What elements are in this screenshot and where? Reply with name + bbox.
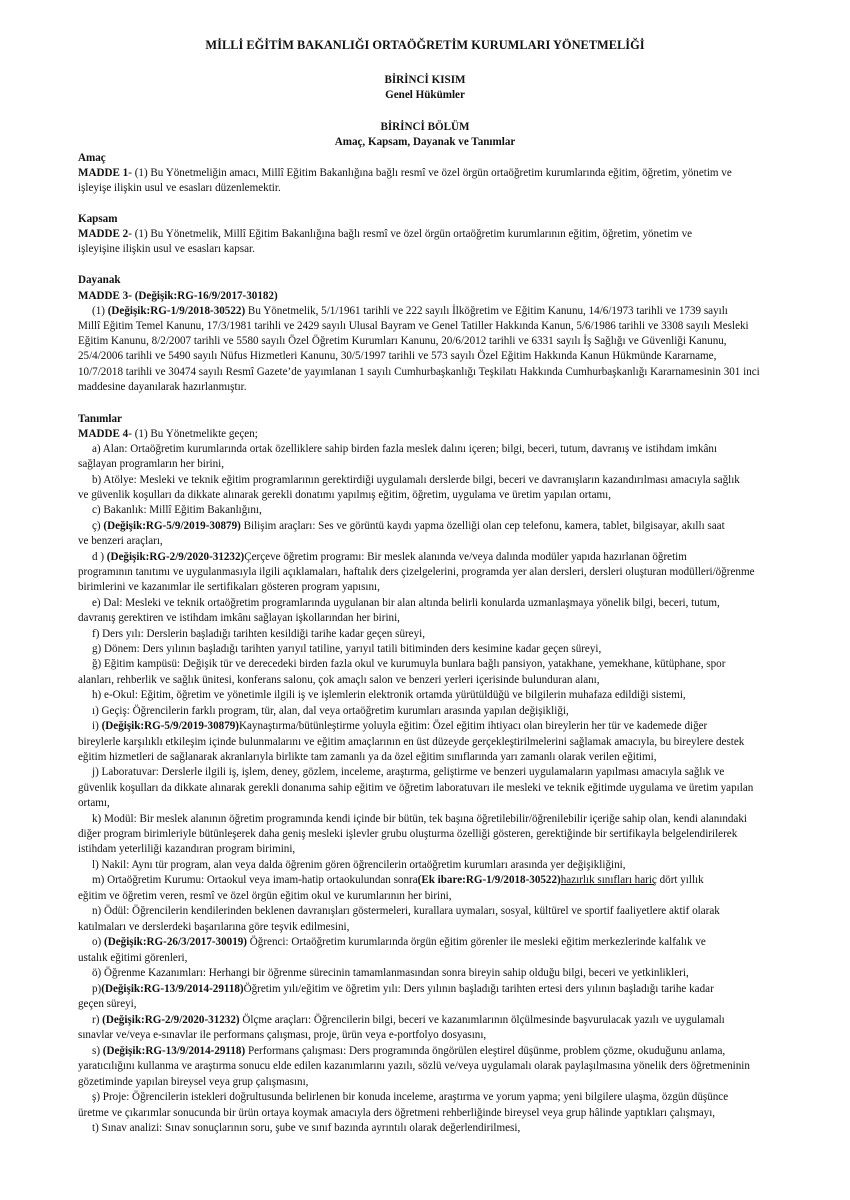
definition-c-line-1: c) Bakanlık: Millî Eğitim Bakanlığını, xyxy=(92,504,262,516)
definition-j-line-1: j) Laboratuvar: Derslerle ilgili iş, işlem, deney, gözlem, inceleme, araştırma, geliştirme ve benzeri uygulamaların yapılması amacıyla sağlık ve xyxy=(92,766,725,778)
article-1-line-1 xyxy=(78,166,732,181)
definition-a-line-1: a) Alan: Ortaöğretim kurumlarında ortak özelliklere sahip birden fazla meslek dalını içeren; bilgi, beceri, tutum, davranış ve istihdam imkânı xyxy=(92,443,718,455)
item-marker: r) xyxy=(92,1014,103,1026)
article-3-line-3: Eğitim Kanunu, 8/2/2007 tarihli ve 5580 sayılı Özel Öğretim Kurumları Kanunu, 20/6/2012 tarihli ve 6331 sayılı İş Sağlığı ve Güvenliği Kanunu, xyxy=(78,335,727,347)
article-3-heading: MADDE 3- (Değişik:RG-16/9/2017-30182) xyxy=(78,290,278,302)
definition-cc-line-2: ve benzeri araçları, xyxy=(78,535,163,547)
definition-i-line-3: eğitim hizmetleri de sağlanarak akranlarıyla birlikte tam zamanlı ya da özel eğitim sınıflarında yarı zamanlı olarak verilen eğitimi, xyxy=(78,751,657,763)
item-marker: s) xyxy=(92,1045,103,1057)
definition-r-line-2: sınavlar ve/veya e-sınavlar ile performans çalışması, proje, ürün veya e-portfolyo dosyasını, xyxy=(78,1029,487,1041)
amendment-note: (Değişik:RG-13/9/2014-29118) xyxy=(101,983,244,995)
definition-i-line-2: bireylerle karşılıklı etkileşim içinde bulunmalarını ve eğitim amaçlarının en üst düzeyde gerçekleştirilmelerini sağlamak amacıyla, bu bireylere destek xyxy=(78,736,745,748)
definition-b-line-1: b) Atölye: Mesleki ve teknik eğitim programlarının gerektirdiği uygulamalı derslerde bilgi, beceri ve davranışların kazandırılması amacıyla sağlık xyxy=(92,474,740,486)
definition-text: Ölçme araçları: Öğrencilerin bilgi, beceri ve kazanımlarının ölçülmesinde başvurulacak yazılı ve uygulamalı xyxy=(239,1014,725,1026)
article-text: - (1) Bu Yönetmeliğin amacı, Millî Eğitim Bakanlığına bağlı resmî ve özel örgün ortaöğretim kurumlarında eğitim, öğretim, yönetim ve xyxy=(128,167,732,179)
section-heading-dayanak: Dayanak xyxy=(78,274,121,286)
definition-text: dört yıllık xyxy=(656,874,704,886)
article-3-line-1 xyxy=(92,304,728,319)
definition-e-line-2: davranış gerektiren ve istihdam imkânı sağlayan işkollarından her birini, xyxy=(78,612,400,624)
definition-text: Bilişim araçları: Ses ve görüntü kaydı yapma özelliği olan cep telefonu, kamera, tablet, bilgisayar, akıllı saat xyxy=(240,520,725,532)
article-2-line-2: işleyişine ilişkin usul ve esasları kapsar. xyxy=(78,243,255,255)
definition-s-line-2: yaratıcılığını kullanma ve araştırma sonucu elde edilen kazanımlarını yazılı, sözlü ve/veya uygulamalı olarak paylaşılmasına yönelik ders öğretmeninin xyxy=(78,1060,750,1072)
definition-text: Öğretim yılı/eğitim ve öğretim yılı: Ders yılının başladığı tarihten ertesi ders yılının başladığı tarihe kadar xyxy=(243,983,714,995)
definition-d-line-2: programının tanıtımı ve uygulanmasıyla ilgili açıklamaları, haftalık ders çizelgelerini, programda yer alan dersleri, dersleri oluşturan modülleri/öğrenme xyxy=(78,566,755,578)
item-marker: p) xyxy=(92,983,102,995)
definition-e-line-1: e) Dal: Mesleki ve teknik ortaöğretim programlarında uygulanan bir alan altında belirli konularda uzmanlaşmaya yönelik bilgi, beceri, tutum, xyxy=(92,597,720,609)
definition-o-line-2: ustalık eğitimi görenleri, xyxy=(78,952,188,964)
definition-n-line-1: n) Ödül: Öğrencilerin kendilerinden beklenen davranışları göstermeleri, kurallara uymaları, sosyal, kültürel ve sportif faaliyetlere aktif olarak xyxy=(92,905,720,917)
definition-j-line-2: güvenlik koşulları da dikkate alınarak gerekli donanıma sahip eğitim ve öğretim laboratuvarı ile mesleki ve teknik eğitimde uygulama ve üretim yapılan xyxy=(78,782,754,794)
part-title: Genel Hükümler xyxy=(385,89,465,101)
definition-l-line-1: l) Nakil: Aynı tür program, alan veya dalda öğrenim gören öğrencilerin ortaöğretim kurumları arasında yer değişikliğini, xyxy=(92,859,626,871)
article-2-line-1 xyxy=(78,227,692,242)
item-marker: ç) xyxy=(92,520,104,532)
definition-j-line-3: ortamı, xyxy=(78,797,110,809)
definition-cc-line-1 xyxy=(92,519,725,534)
definition-p-line-1 xyxy=(92,982,714,997)
definition-f-line-1: f) Ders yılı: Derslerin başladığı tarihten kesildiği tarihe kadar geçen süreyi, xyxy=(92,628,426,640)
definition-text: Performans çalışması: Ders programında öngörülen eleştirel düşünme, problem çözme, okuduğunu anlama, xyxy=(245,1045,726,1057)
underlined-insertion: hazırlık sınıfları hariç xyxy=(560,874,657,886)
amendment-note: (Değişik:RG-2/9/2020-31232) xyxy=(106,551,245,563)
part-heading: BİRİNCİ KISIM xyxy=(384,74,466,86)
definition-k-line-2: diğer program birimleriyle bütünleşerek daha geniş mesleki işlevler grubu oluşturma özelliği gösteren, gerektiğinde bir sertifikayla belgelendirilerek xyxy=(78,828,738,840)
article-label: MADDE 1 xyxy=(78,167,129,179)
amendment-note: (Değişik:RG-1/9/2018-30522) xyxy=(107,305,246,317)
definition-g-line-1: g) Dönem: Ders yılının başladığı tarihten yarıyıl tatiline, yarıyıl tatili bitiminden ders kesimine kadar geçen süreyi, xyxy=(92,643,602,655)
document-title: MİLLİ EĞİTİM BAKANLIĞI ORTAÖĞRETİM KURUMLARI YÖNETMELİĞİ xyxy=(205,38,645,52)
amendment-note: (Değişik:RG-26/3/2017-30019) xyxy=(104,936,247,948)
definition-text: Kaynaştırma/bütünleştirme yoluyla eğitim: Özel eğitim ihtiyacı olan bireylerin her tür ve kademede diğer xyxy=(239,720,708,732)
definition-k-line-3: istihdam yeterliliği kazandıran program birimini, xyxy=(78,843,296,855)
definition-t-line-1: t) Sınav analizi: Sınav sonuçlarının soru, şube ve sınıf bazında ayrıntılı olarak değerlendirilmesi, xyxy=(92,1122,521,1134)
definition-r-line-1 xyxy=(92,1013,725,1028)
amendment-note: (Ek ibare:RG-1/9/2018-30522) xyxy=(417,874,561,886)
article-text: - (1) Bu Yönetmelikte geçen; xyxy=(128,428,258,440)
definition-oo-line-1: ö) Öğrenme Kazanımları: Herhangi bir öğrenme sürecinin tamamlanmasından sonra bireyin sahip olduğu bilgi, beceri ve yetkinlikleri, xyxy=(92,967,689,979)
definition-m-line-2: eğitim ve öğretim veren, resmî ve özel örgün eğitim okul ve kurumlarının her birini, xyxy=(78,890,452,902)
definition-ii-line-1: ı) Geçiş: Öğrencilerin farklı program, tür, alan, dal veya ortaöğretim kurumları arasında yapılan değişikliği, xyxy=(92,705,569,717)
article-4-heading xyxy=(78,427,258,442)
definition-text: Çerçeve öğretim programı: Bir meslek alanında ve/veya dalında modüler yapıda hazırlanan öğretim xyxy=(244,551,687,563)
article-text: - (1) Bu Yönetmelik, Millî Eğitim Bakanlığına bağlı resmî ve özel örgün ortaöğretim kurumlarının eğitim, öğretim, yönetim ve xyxy=(128,228,693,240)
definition-ss-line-2: üretme ve çıkarımlar sonucunda bir ürün ortaya koymak amacıyla ders öğretmeni rehberliğinde bireysel veya grup hâlinde yaptıkları çalışmayı, xyxy=(78,1107,716,1119)
definition-text: m) Ortaöğretim Kurumu: Ortaokul veya imam-hatip ortaokulundan sonra xyxy=(92,874,418,886)
amendment-note: (Değişik:RG-5/9/2019-30879) xyxy=(103,520,241,532)
definition-m-line-1 xyxy=(92,873,704,888)
section-heading-tanimlar: Tanımlar xyxy=(78,413,122,425)
amendment-note: (Değişik:RG-13/9/2014-29118) xyxy=(102,1045,246,1057)
definition-s-line-3: gözetiminde yapılan bireysel veya grup çalışmasını, xyxy=(78,1076,309,1088)
definition-n-line-2: katılmaları ve derslerdeki başarılarına göre teşvik edilmesini, xyxy=(78,921,350,933)
section-heading-kapsam: Kapsam xyxy=(78,213,118,225)
definition-d-line-1 xyxy=(92,550,687,565)
item-marker: i) xyxy=(92,720,102,732)
definition-o-line-1 xyxy=(92,935,706,950)
article-label: MADDE 4 xyxy=(78,428,129,440)
definition-i-line-1 xyxy=(92,719,707,734)
definition-b-line-2: ve güvenlik koşulları da dikkate alınarak gerekli donatımı yapılmış eğitim, öğretim, uygulama ve üretim yapılan ortamı, xyxy=(78,489,611,501)
article-3-line-4: 25/4/2006 tarihli ve 5490 sayılı Nüfus Hizmetleri Kanunu, 30/5/1997 tarihli ve 573 sayılı Özel Eğitim Hakkında Kanun Hükmünde Kararname, xyxy=(78,350,717,362)
article-3-line-6: maddesine dayanılarak hazırlanmıştır. xyxy=(78,381,247,393)
amendment-note: (Değişik:RG-2/9/2020-31232) xyxy=(102,1014,240,1026)
definition-d-line-3: birimlerini ve kazanımlar ile sertifikaları gösteren program yapısını, xyxy=(78,581,380,593)
definition-k-line-1: k) Modül: Bir meslek alanının öğretim programında kendi içinde bir bütün, tek başına öğretilebilir/öğrenilebilir içeriğe sahip olan, kendi alanındaki xyxy=(92,813,747,825)
article-3-line-5: 10/7/2018 tarihli ve 30474 sayılı Resmî Gazete’de yayımlanan 1 sayılı Cumhurbaşkanlığı Teşkilatı Hakkında Cumhurbaşkanlığı Kararnamesinin 301 inci xyxy=(78,366,760,378)
section-heading-amac: Amaç xyxy=(78,152,106,164)
article-1-line-2: işleyişe ilişkin usul ve esasları düzenlemektir. xyxy=(78,182,281,194)
chapter-heading: BİRİNCİ BÖLÜM xyxy=(380,121,470,133)
paragraph-number: (1) xyxy=(92,305,108,317)
article-label: MADDE 2 xyxy=(78,228,129,240)
item-marker: d ) xyxy=(92,551,107,563)
definition-ss-line-1: ş) Proje: Öğrencilerin istekleri doğrultusunda belirlenen bir konuda inceleme, araştırma ve yorum yapma; yeni bilgilere ulaşma, özgün düşünce xyxy=(92,1091,729,1103)
definition-s-line-1 xyxy=(92,1044,725,1059)
definition-p-line-2: geçen süreyi, xyxy=(78,998,137,1010)
definition-h-line-1: h) e-Okul: Eğitim, öğretim ve yönetimle ilgili iş ve işlemlerin elektronik ortamda yürütüldüğü ve bilgilerin muhafaza edildiği sistemi, xyxy=(92,689,686,701)
article-3-line-2: Millî Eğitim Temel Kanunu, 17/3/1981 tarihli ve 2429 sayılı Ulusal Bayram ve Genel Tatiller Hakkında Kanun, 5/6/1986 tarihli ve 3308 sayılı Mesleki xyxy=(78,320,749,332)
item-marker: o) xyxy=(92,936,105,948)
article-text: Bu Yönetmelik, 5/1/1961 tarihli ve 222 sayılı İlköğretim ve Eğitim Kanunu, 14/6/1973 tarihli ve 1739 sayılı xyxy=(245,305,728,317)
amendment-note: (Değişik:RG-5/9/2019-30879) xyxy=(101,720,239,732)
definition-gg-line-2: alanları, rehberlik ve sağlık ünitesi, konferans salonu, çok amaçlı salon ve benzeri yerleri içerisinde bulunduran alanı, xyxy=(78,674,600,686)
definition-a-line-2: sağlayan programların her birini, xyxy=(78,458,225,470)
definition-gg-line-1: ğ) Eğitim kampüsü: Değişik tür ve derecedeki birden fazla okul ve kurumuyla bunlara bağlı pansiyon, yatakhane, yemekhane, kütüphane, spor xyxy=(92,658,726,670)
chapter-title: Amaç, Kapsam, Dayanak ve Tanımlar xyxy=(334,136,516,148)
definition-text: Öğrenci: Ortaöğretim kurumlarında örgün eğitim görenler ile mesleki eğitim merkezlerinde kalfalık ve xyxy=(247,936,706,948)
